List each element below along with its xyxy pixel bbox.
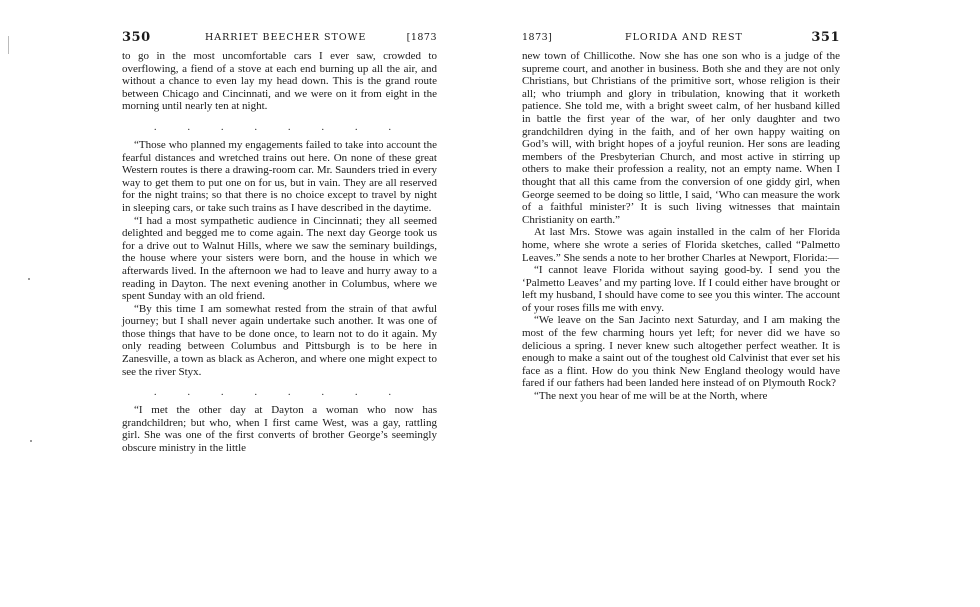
left-page-body (122, 50, 437, 455)
right-page (522, 30, 840, 403)
paragraph: “We leave on the San Jacinto next Saturday, and I am making the most of the few charming hours yet left; for never did we have so delicious a spring. I never knew such altogether perfect weather. It is enough to make a saint out of the toughest old Calvinist that ever set his face as a flint. How do you think New England theology would have fared if our fathers had been landed here instead of on Plymouth Rock? (522, 314, 840, 390)
scan-speck (30, 440, 32, 442)
right-page-body (522, 50, 840, 403)
left-page-header (122, 30, 437, 50)
running-title: HARRIET BEECHER STOWE (205, 32, 367, 43)
page-number: 351 (811, 30, 840, 45)
paragraph: “I cannot leave Florida without saying good-by. I send you the ‘Palmetto Leaves’ and my parting love. If I could either have brought or left my husband, I should have come to see you this winter. The account of your roses fills me with envy. (522, 264, 840, 314)
page-number: 350 (122, 30, 151, 45)
running-title: FLORIDA AND REST (625, 32, 743, 43)
paragraph: “I met the other day at Dayton a woman who now has grandchildren; but who, when I first came West, was a gay, rattling girl. She was one of the first converts of brother George’s seemingly obscure ministry in the little (122, 404, 437, 455)
paragraph: “Those who planned my engagements failed to take into account the fearful distances and wretched trains out here. On none of these great Western routes is there a drawing-room car. Mr. Saunders tried in every way to get them to put one on for us, but in vain. They are all reserved for the night trains; so that there is no choice except to travel by night in sleeping cars, or take such trains as I have described in the daytime. (122, 138, 437, 214)
year-mark: 1873] (522, 32, 553, 43)
scan-margin-mark (8, 36, 17, 54)
paragraph: “I had a most sympathetic audience in Cincinnati; they all seemed delighted and begged me to come again. The next day George took us for a drive out to Walnut Hills, where we saw the seminary buildings, the house where your sisters were born, and the house in which we afterwards lived. In the afternoon we had to leave and hurry away to a reading in Dayton. The next evening another in Columbus, where we spent Sunday with an old friend. (122, 214, 437, 303)
section-ellipsis: . . . . . . . . (153, 386, 406, 399)
paragraph: to go in the most uncomfortable cars I ever saw, crowded to overflowing, a fiend of a stove at each end burning up all the air, and without a chance to even lay my head down. This is the grand route between Chicago and Cincinnati, and we were on it from eight in the morning until nearly ten at night. (122, 50, 437, 113)
right-page-header (522, 30, 840, 50)
paragraph: “The next you hear of me will be at the North, where (534, 390, 768, 403)
scan-speck (28, 278, 30, 280)
paragraph: new town of Chillicothe. Now she has one son who is a judge of the supreme court, and another in business. Both she and they are not only Christians, but Christians of the primitive sort, whose religion is their all; who triumph and glory in tribulation, knowing that it worketh patience. She told me, with a bright sweet calm, of her husband killed in battle the first year of the war, of her only daughter and two grandchildren dying in the faith, and of her own happy waiting on God’s will, with bright hopes of a joyful reunion. Her sons are leading members of the Presbyterian Church, and most active in stirring up others to make their profession a reality, not an empty name. When I thought that all this came from the conversion of one giddy girl, when George seemed to be doing so little, I said, ‘Who can measure the work of a faithful minister?’ It is such living witnesses that maintain Christianity on earth.” (522, 50, 840, 226)
paragraph: At last Mrs. Stowe was again installed in the calm of her Florida home, where she wrote a series of Florida sketches, called “Palmetto Leaves.” She sends a note to her brother Charles at Newport, Florida:— (522, 226, 840, 264)
left-page (122, 30, 437, 455)
year-mark: [1873 (406, 32, 437, 43)
section-ellipsis: . . . . . . . . (153, 120, 406, 133)
paragraph: “By this time I am somewhat rested from the strain of that awful journey; but I shall never again undertake such another. It was one of those things that have to be done once, to learn not to do it again. My only reading between Columbus and Pittsburgh is to be here in Zanesville, a town as black as Acheron, and where one might expect to see the river Styx. (122, 302, 437, 378)
